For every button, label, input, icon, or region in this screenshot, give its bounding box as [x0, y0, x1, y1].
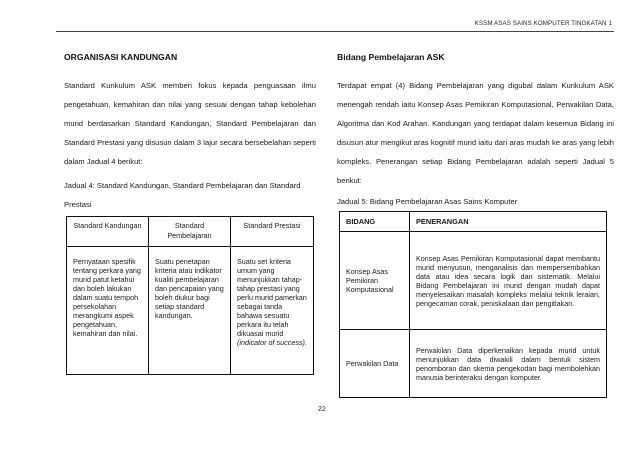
table-header-row [67, 217, 314, 247]
table-cell: Perwakilan Data diperkenalkan kepada murid untuk menunjukkan data diwakili dalam bentuk sistem penomboran dan skema pengekodan bagi membolehkan manusia berinteraksi dengan komputer. [410, 330, 607, 398]
table-5 [339, 211, 607, 398]
table-row [67, 247, 314, 375]
left-heading: ORGANISASI KANDUNGAN [64, 52, 178, 62]
table5-caption: Jadual 5: Bidang Pembelajaran Asas Sains Komputer [337, 197, 518, 206]
right-heading: Bidang Pembelajaran ASK [337, 52, 445, 62]
table-header-cell: Standard Prestasi [231, 217, 314, 247]
left-paragraph: Standard Kurikulum ASK memberi fokus kepada penguasaan ilmu pengetahuan, kemahiran dan nilai yang sesuai dengan tahap kebolehan murid berdasarkan Standard Kandungan, Standard Pembelajaran dan Standard Prestasi yang disusun dalam 3 lajur secara bersebelahan seperti dalam Jadual 4 berikut: [64, 81, 316, 166]
table-cell: Pernyataan spesifik tentang perkara yang murid patut ketahui dan boleh lakukan dalam suatu tempoh persekolahan merangkumi aspek pengetahuan, kemahiran dan nilai. [67, 247, 149, 375]
table-row [340, 330, 607, 398]
table-cell: Perwakilan Data [340, 330, 410, 398]
table-header-cell: Standard Kandungan [67, 217, 149, 247]
table-cell: Konsep Asas Pemikiran Komputasional dapat membantu murid menyusun, menganalisis dan mempersembahkan data atau idea secara logik dan sistematik. Melalui Bidang Pembelajaran ini murid dengan mudah dapat menyelesaikan masalah kompleks melalui teknik leraian, pengecaman corak, peniskalaan dan pengitlakan. [410, 232, 607, 330]
cell-italic-text: (indicator of success). [237, 338, 307, 347]
table-header-row [340, 212, 607, 232]
header-rule [56, 31, 614, 32]
table-header-cell: BIDANG [340, 212, 410, 232]
cell-text: Suatu set kriteria umum yang menunjukkan tahap-tahap prestasi yang perlu murid pamerkan sebagai tanda bahawa sesuatu perkara itu telah dikuasai murid [237, 257, 307, 338]
left-column [64, 42, 316, 375]
table-header-cell: Standard Pembelajaran [149, 217, 231, 247]
table-row [340, 232, 607, 330]
table-cell: Suatu penetapan kriteria atau indikator kualiti pembelajaran dan pencapaian yang boleh diukur bagi setiap standard kandungan. [149, 247, 231, 375]
table4-caption: Jadual 4: Standard Kandungan, Standard Pembelajaran dan Standard Prestasi [64, 181, 301, 209]
right-column [337, 42, 614, 398]
page-number: 22 [318, 406, 326, 413]
running-header: KSSM ASAS SAINS KOMPUTER TINGKATAN 1 [474, 20, 612, 27]
table-header-cell: PENERANGAN [410, 212, 607, 232]
table-4 [66, 216, 314, 375]
right-paragraph: Terdapat empat (4) Bidang Pembelajaran yang digubal dalam Kurikulum ASK menengah rendah iaitu Konsep Asas Pemikiran Komputasional, Perwakilan Data, Algoritma dan Kod Arahan. Kandungan yang terdapat dalam kesemua Bidang ini disusun atur mengikut aras kognitif murid iaitu dari aras mudah ke aras yang lebih kompleks. Penerangan setiap Bidang Pembelajaran adalah seperti Jadual 5 berikut: [337, 81, 614, 185]
table-cell [231, 247, 314, 375]
table-cell: Konsep Asas Pemikiran Komputasional [340, 232, 410, 330]
